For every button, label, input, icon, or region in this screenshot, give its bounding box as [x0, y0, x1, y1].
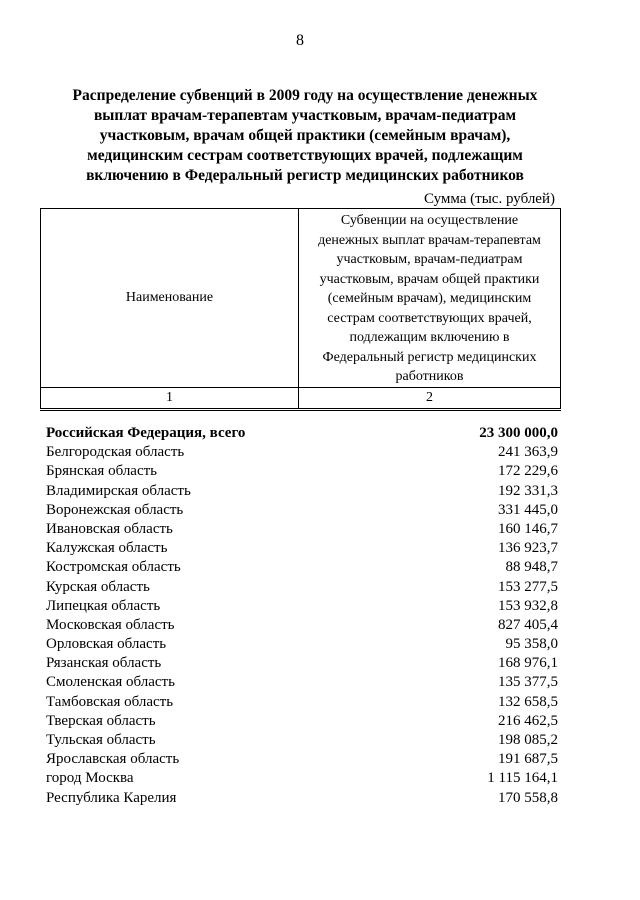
region-name: Московская область [46, 616, 175, 633]
table-row [46, 673, 558, 692]
region-value: 216 462,5 [498, 712, 558, 729]
column-header-line: денежных выплат врачам-терапевтам [318, 232, 541, 248]
table-row [46, 501, 558, 520]
region-value: 170 558,8 [498, 789, 558, 806]
table-row [46, 750, 558, 769]
table-header [40, 208, 561, 411]
table-row [46, 482, 558, 501]
table-row [46, 597, 558, 616]
document-title [40, 86, 570, 186]
table-row [46, 712, 558, 731]
region-value: 191 687,5 [498, 751, 558, 768]
total-value: 23 300 000,0 [479, 425, 558, 441]
region-value: 132 658,5 [498, 693, 558, 710]
table-row [46, 462, 558, 481]
region-value: 241 363,9 [498, 444, 558, 461]
title-line: выплат врачам-терапевтам участковым, врачам-педиатрам [93, 107, 517, 124]
region-name: Тамбовская область [46, 693, 174, 710]
region-name: Тульская область [46, 732, 156, 748]
region-name: Орловская область [46, 636, 167, 653]
region-name: Белгородская область [46, 444, 185, 461]
table-row [46, 693, 558, 712]
region-name: Владимирская область [46, 482, 191, 499]
column-header-line: участковым, врачам общей практики [319, 271, 540, 287]
region-name: город Москва [46, 770, 134, 787]
table-row [46, 520, 558, 539]
column-number-2: 2 [299, 387, 561, 409]
column-header-line: работников [395, 369, 464, 384]
column-number-1: 1 [41, 387, 299, 409]
column-header-line: подлежащим включению в [349, 330, 510, 345]
table-row [46, 654, 558, 673]
region-name: Брянская область [46, 463, 158, 480]
region-name: Калужская область [46, 540, 168, 557]
table-row [46, 769, 558, 788]
region-value: 192 331,3 [498, 482, 558, 499]
units-label: Сумма (тыс. рублей) [423, 191, 555, 207]
region-value: 135 377,5 [498, 674, 558, 691]
region-value: 160 146,7 [498, 520, 558, 537]
region-value: 88 948,7 [505, 559, 558, 576]
region-name: Костромская область [46, 559, 181, 576]
region-name: Республика Карелия [46, 789, 177, 806]
total-row [46, 424, 558, 443]
table-row [46, 443, 558, 462]
region-value: 172 229,6 [498, 463, 558, 480]
column-header-subsidy [299, 209, 561, 388]
region-name: Ярославская область [46, 751, 180, 768]
table-row [46, 578, 558, 597]
region-value: 136 923,7 [498, 540, 558, 557]
region-value: 168 976,1 [498, 655, 558, 672]
region-name: Липецкая область [46, 597, 161, 614]
region-value: 1 115 164,1 [487, 770, 558, 787]
column-header-line: сестрам соответствующих врачей, [327, 310, 532, 326]
total-name: Российская Федерация, всего [46, 425, 246, 441]
column-header-name: Наименование [41, 209, 299, 388]
table-row [46, 731, 558, 750]
title-line: Распределение субвенций в 2009 году на осуществление денежных [72, 87, 538, 104]
table-row [46, 558, 558, 577]
table-row [46, 539, 558, 558]
region-name: Смоленская область [46, 674, 175, 691]
column-header-line: Федеральный регистр медицинских [322, 349, 537, 365]
data-table-body [46, 424, 558, 808]
region-value: 153 932,8 [498, 597, 558, 614]
region-name: Тверская область [46, 712, 156, 729]
region-name: Воронежская область [46, 501, 184, 518]
region-value: 153 277,5 [498, 578, 558, 595]
table-row [46, 789, 558, 808]
region-name: Курская область [46, 578, 150, 595]
region-name: Рязанская область [46, 655, 162, 672]
column-header-line: участковым, врачам-педиатрам [336, 252, 523, 267]
region-name: Ивановская область [46, 520, 173, 537]
column-header-line: Субвенции на осуществление [340, 213, 519, 228]
region-value: 95 358,0 [505, 636, 558, 653]
region-value: 331 445,0 [498, 501, 558, 518]
region-value: 198 085,2 [498, 732, 558, 748]
table-row [46, 635, 558, 654]
title-line: участковым, врачам общей практики (семейным врачам), [99, 127, 511, 144]
region-value: 827 405,4 [498, 616, 558, 633]
table-row [46, 616, 558, 635]
column-header-line: (семейным врачам), медицинским [327, 291, 532, 306]
title-line: медицинским сестрам соответствующих врачей, подлежащим [87, 147, 523, 164]
title-line: включению в Федеральный регистр медицинских работников [86, 167, 524, 184]
page-number: 8 [296, 32, 304, 49]
